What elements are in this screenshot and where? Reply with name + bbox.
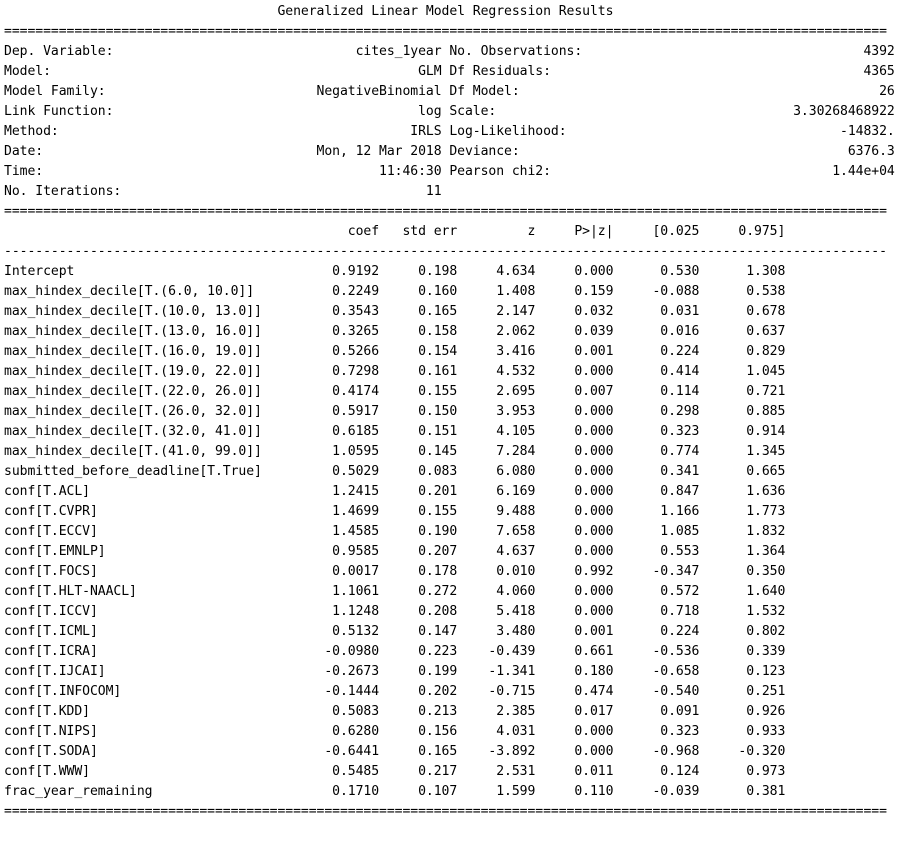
coef-table-row: conf[T.INFOCOM] -0.1444 0.202 -0.715 0.474 -0.540 0.251 [4, 684, 786, 699]
coef-table-column-headers: coef std err z P>|z| [0.025 0.975] [4, 224, 786, 239]
coef-table-row: conf[T.EMNLP] 0.9585 0.207 4.637 0.000 0.553 1.364 [4, 544, 786, 559]
coef-table-row: conf[T.SODA] -0.6441 0.165 -3.892 0.000 -0.968 -0.320 [4, 744, 786, 759]
coef-table-row: conf[T.NIPS] 0.6280 0.156 4.031 0.000 0.323 0.933 [4, 724, 786, 739]
coef-table-row: Intercept 0.9192 0.198 4.634 0.000 0.530 1.308 [4, 264, 786, 279]
coef-table-row: max_hindex_decile[T.(19.0, 22.0]] 0.7298 0.161 4.532 0.000 0.414 1.045 [4, 364, 786, 379]
coef-table-row: max_hindex_decile[T.(6.0, 10.0]] 0.2249 0.160 1.408 0.159 -0.088 0.538 [4, 284, 786, 299]
coef-table-row: conf[T.ICCV] 1.1248 0.208 5.418 0.000 0.718 1.532 [4, 604, 786, 619]
coef-table-row: conf[T.IJCAI] -0.2673 0.199 -1.341 0.180 -0.658 0.123 [4, 664, 786, 679]
separator-light: ----------------------------------------------------------------------------------------------------------------- [4, 244, 887, 259]
header-row: Method: IRLS Log-Likelihood: -14832. [4, 124, 895, 139]
header-row: No. Iterations: 11 [4, 184, 442, 199]
header-row: Dep. Variable: cites_1year No. Observations: 4392 [4, 44, 895, 59]
coef-table-row: conf[T.FOCS] 0.0017 0.178 0.010 0.992 -0.347 0.350 [4, 564, 786, 579]
coef-table-row: conf[T.ICML] 0.5132 0.147 3.480 0.001 0.224 0.802 [4, 624, 786, 639]
coef-table-row: conf[T.ACL] 1.2415 0.201 6.169 0.000 0.847 1.636 [4, 484, 786, 499]
coef-table-row: max_hindex_decile[T.(10.0, 13.0]] 0.3543 0.165 2.147 0.032 0.031 0.678 [4, 304, 786, 319]
coef-table-row: max_hindex_decile[T.(13.0, 16.0]] 0.3265 0.158 2.062 0.039 0.016 0.637 [4, 324, 786, 339]
coef-table-row: conf[T.ECCV] 1.4585 0.190 7.658 0.000 1.085 1.832 [4, 524, 786, 539]
header-row: Link Function: log Scale: 3.30268468922 [4, 104, 895, 119]
coef-table-row: conf[T.WWW] 0.5485 0.217 2.531 0.011 0.124 0.973 [4, 764, 786, 779]
header-row: Model Family: NegativeBinomial Df Model: 26 [4, 84, 895, 99]
coef-table-row: frac_year_remaining 0.1710 0.107 1.599 0.110 -0.039 0.381 [4, 784, 786, 799]
coef-table-row: max_hindex_decile[T.(16.0, 19.0]] 0.5266 0.154 3.416 0.001 0.224 0.829 [4, 344, 786, 359]
coef-table-row: submitted_before_deadline[T.True] 0.5029 0.083 6.080 0.000 0.341 0.665 [4, 464, 786, 479]
separator-heavy-bottom: ================================================================================================================= [4, 804, 887, 819]
regression-summary-output [4, 2, 895, 822]
coef-table-row: max_hindex_decile[T.(41.0, 99.0]] 1.0595 0.145 7.284 0.000 0.774 1.345 [4, 444, 786, 459]
header-row: Date: Mon, 12 Mar 2018 Deviance: 6376.3 [4, 144, 895, 159]
coef-table-row: max_hindex_decile[T.(26.0, 32.0]] 0.5917 0.150 3.953 0.000 0.298 0.885 [4, 404, 786, 419]
page-title: Generalized Linear Model Regression Results [4, 4, 614, 19]
coef-table-row: conf[T.KDD] 0.5083 0.213 2.385 0.017 0.091 0.926 [4, 704, 786, 719]
coef-table-row: conf[T.CVPR] 1.4699 0.155 9.488 0.000 1.166 1.773 [4, 504, 786, 519]
header-row: Time: 11:46:30 Pearson chi2: 1.44e+04 [4, 164, 895, 179]
coef-table-row: max_hindex_decile[T.(32.0, 41.0]] 0.6185 0.151 4.105 0.000 0.323 0.914 [4, 424, 786, 439]
coef-table-row: max_hindex_decile[T.(22.0, 26.0]] 0.4174 0.155 2.695 0.007 0.114 0.721 [4, 384, 786, 399]
header-row: Model: GLM Df Residuals: 4365 [4, 64, 895, 79]
separator-heavy-mid: ================================================================================================================= [4, 204, 887, 219]
coef-table-row: conf[T.ICRA] -0.0980 0.223 -0.439 0.661 -0.536 0.339 [4, 644, 786, 659]
coef-table-row: conf[T.HLT-NAACL] 1.1061 0.272 4.060 0.000 0.572 1.640 [4, 584, 786, 599]
separator-heavy-top: ================================================================================================================= [4, 24, 887, 39]
